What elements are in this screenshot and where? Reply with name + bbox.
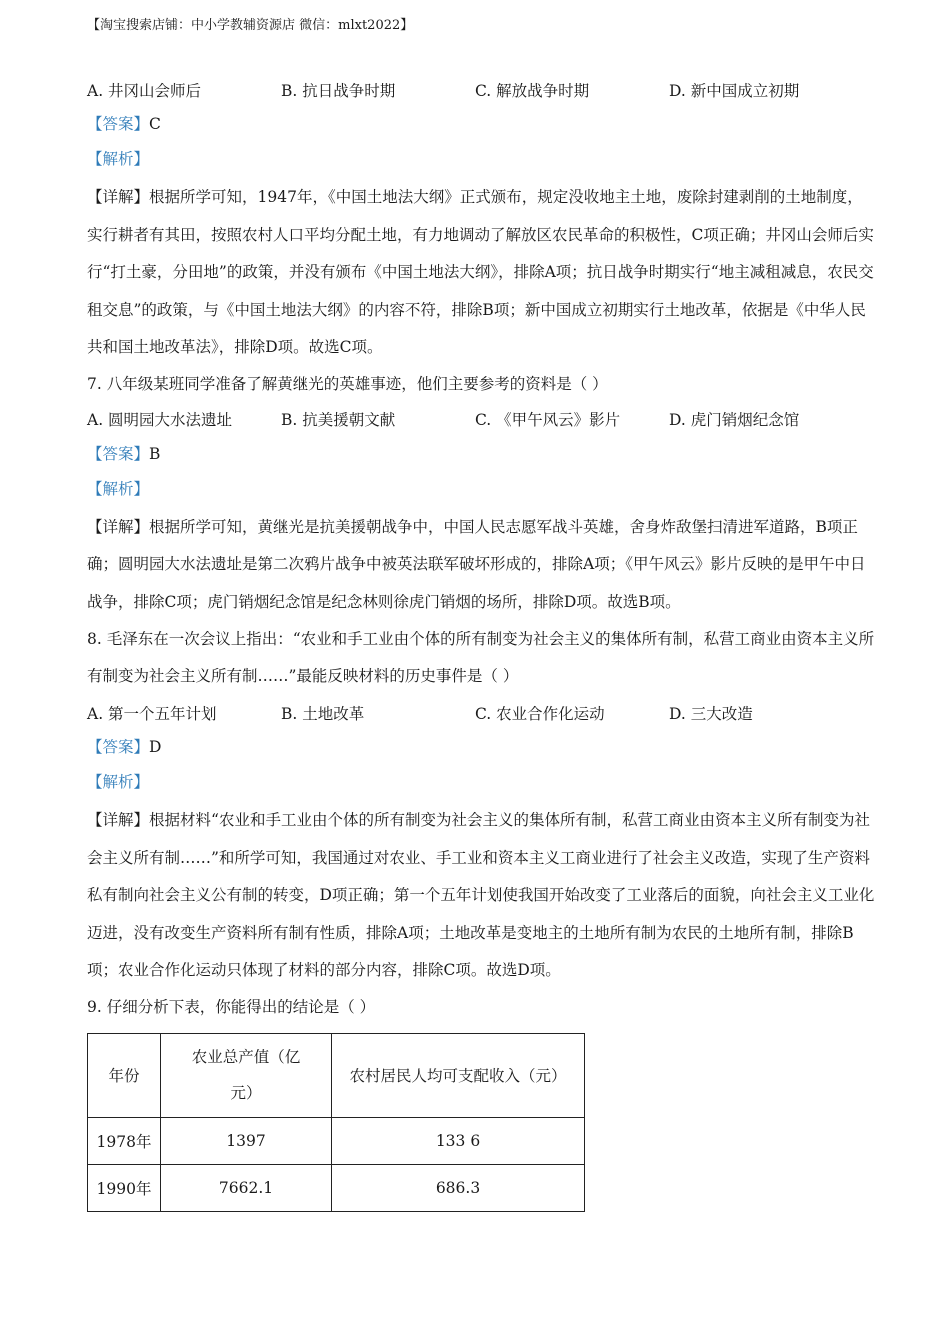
table-cell-output: 7662.1: [161, 1164, 332, 1211]
q7-analysis-tag: 【解析】: [87, 479, 150, 498]
answer-tag: 【答案】: [87, 444, 150, 463]
q7-detail: [87, 509, 877, 622]
document-body: [87, 72, 877, 1212]
q8-option-a: A. 第一个五年计划: [87, 704, 217, 723]
detail-text: 根据所学可知，1947年，《中国土地法大纲》正式颁布，规定没收地主土地，废除封建剥削的土地制度，实行耕者有其田，按照农村人口平均分配土地，有力地调动了解放区农民革命的积极性，C项正确；井冈山会师后实行“打土豪，分田地”的政策，并没有颁布《中国土地法大纲》，排除A项；抗日战争时期实行“地主减租减息，农民交租交息”的政策，与《中国土地法大纲》的内容不符，排除B项；新中国成立初期实行土地改革，依据是《中华人民共和国土地改革法》，排除D项。故选C项。: [87, 188, 874, 356]
q6-answer: [87, 107, 877, 142]
detail-tag: 【详解】: [87, 811, 150, 829]
q8-options: [87, 695, 877, 730]
q7-option-c: C. 《甲午风云》影片: [475, 411, 621, 429]
answer-tag: 【答案】: [87, 738, 150, 756]
answer-value: D: [149, 738, 162, 756]
q9-question: 9. 仔细分析下表，你能得出的结论是（ ）: [87, 997, 376, 1016]
answer-tag: 【答案】: [87, 115, 150, 133]
q6-option-b: B. 抗日战争时期: [281, 81, 396, 100]
q7-question: 7. 八年级某班同学准备了解黄继光的英雄事迹，他们主要参考的资料是（ ）: [87, 374, 608, 393]
table-header-income: 农村居民人均可支配收入（元）: [332, 1033, 585, 1117]
q7-option-a: A. 圆明园大水法遗址: [87, 411, 233, 429]
q7-option-d: D. 虎门销烟纪念馆: [669, 411, 800, 429]
q6-options: [87, 72, 877, 107]
q6-option-a: A. 井冈山会师后: [87, 81, 202, 100]
q8-option-b: B. 土地改革: [281, 704, 365, 723]
table-cell-output: 1397: [161, 1117, 332, 1164]
q8-option-d: D. 三大改造: [669, 704, 753, 723]
q6-analysis-tag: 【解析】: [87, 150, 150, 168]
q8-detail: [87, 802, 877, 990]
q7-option-b: B. 抗美援朝文献: [281, 411, 396, 429]
table-cell-income: 133 6: [332, 1117, 585, 1164]
q6-option-d: D. 新中国成立初期: [669, 81, 800, 100]
detail-text: 根据所学可知，黄继光是抗美援朝战争中，中国人民志愿军战斗英雄，舍身炸敌堡扫清进军道路，B项正确；圆明园大水法遗址是第二次鸦片战争中被英法联军破坏形成的，排除A项；《甲午风云》影片反映的是甲午中日战争，排除C项；虎门销烟纪念馆是纪念林则徐虎门销烟的场所，排除D项。故选B项。: [87, 517, 866, 611]
detail-tag: 【详解】: [87, 517, 150, 536]
q8-answer: [87, 730, 877, 765]
q6-detail: [87, 179, 877, 367]
table-row: [88, 1117, 585, 1164]
table-header-output-text: 农业总产值（亿元）: [191, 1048, 301, 1102]
answer-value: C: [149, 115, 161, 133]
table-header-output: [161, 1033, 332, 1117]
q9-data-table: [87, 1033, 585, 1212]
table-cell-year: 1990年: [88, 1164, 161, 1211]
page-header: 【淘宝搜索店铺：中小学教辅资源店 微信：mlxt2022】: [87, 18, 414, 33]
q8-question: 8. 毛泽东在一次会议上指出：“农业和手工业由个体的所有制变为社会主义的集体所有制，私营工商业由资本主义所有制变为社会主义所有制……”最能反映材料的历史事件是（ ）: [87, 630, 875, 685]
q6-option-c: C. 解放战争时期: [475, 81, 590, 100]
table-header-year: 年份: [88, 1033, 161, 1117]
detail-text: 根据材料“农业和手工业由个体的所有制变为社会主义的集体所有制，私营工商业由资本主义所有制变为社会主义所有制……”和所学可知，我国通过对农业、手工业和资本主义工商业进行了社会主义改造，实现了生产资料私有制向社会主义公有制的转变，D项正确；第一个五年计划使我国开始改变了工业落后的面貌，向社会主义工业化迈进，没有改变生产资料所有制有性质，排除A项；土地改革是变地主的土地所有制为农民的土地所有制，排除B项；农业合作化运动只体现了材料的部分内容，排除C项。故选D项。: [87, 811, 875, 979]
table-row: [88, 1164, 585, 1211]
q8-option-c: C. 农业合作化运动: [475, 704, 605, 723]
q8-analysis-tag: 【解析】: [87, 773, 150, 791]
detail-tag: 【详解】: [87, 188, 150, 206]
table-cell-year: 1978年: [88, 1117, 161, 1164]
table-header-row: [88, 1033, 585, 1117]
answer-value: B: [149, 444, 161, 463]
table-cell-income: 686.3: [332, 1164, 585, 1211]
q7-answer: [87, 437, 877, 472]
q7-options: [87, 402, 877, 437]
